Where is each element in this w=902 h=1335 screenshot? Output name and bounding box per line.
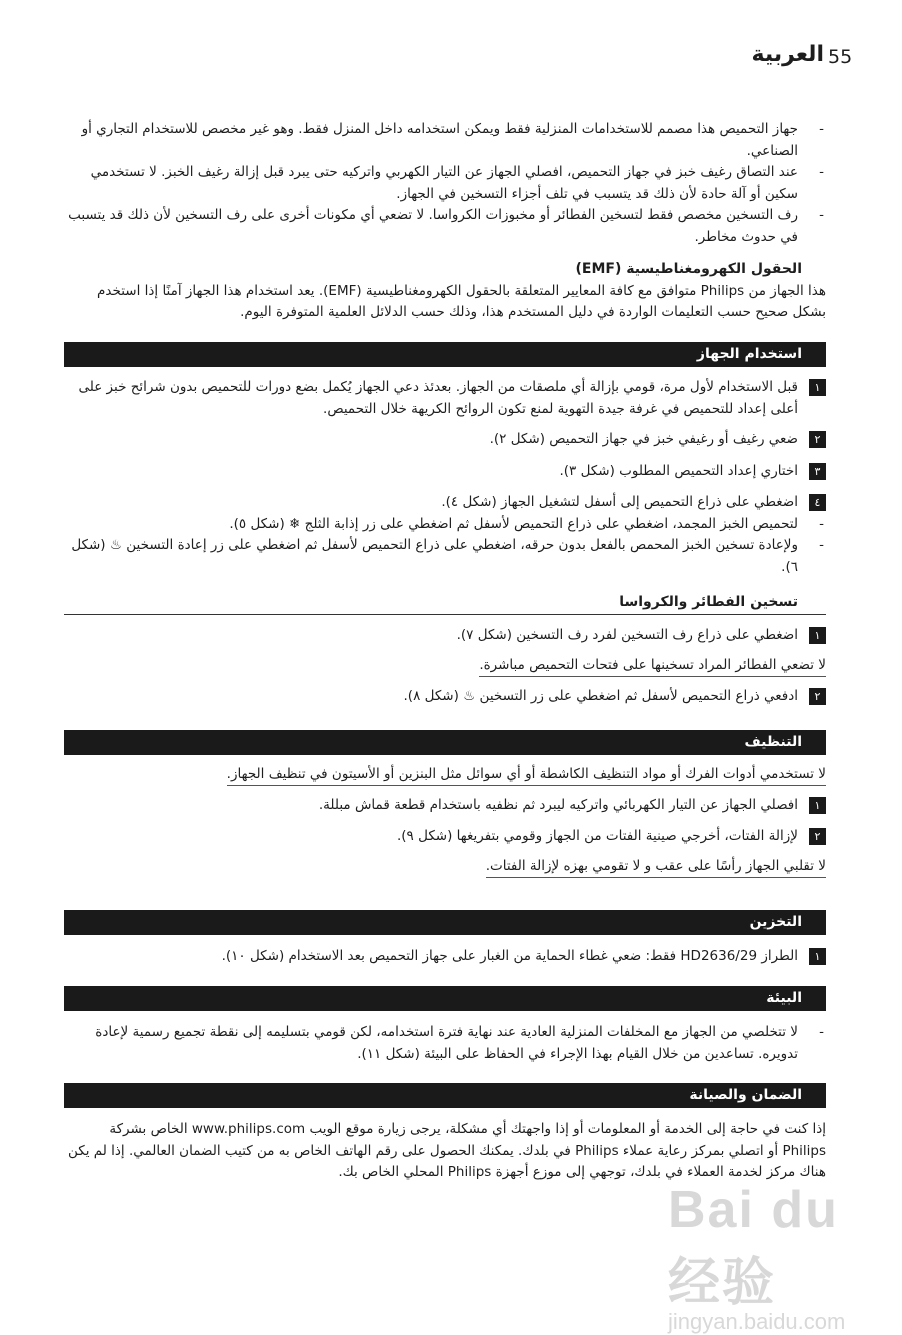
watermark-url: jingyan.baidu.com — [668, 1309, 846, 1334]
warning-text: لا تقلبي الجهاز رأسًا على عقب و لا تقومي بهزه لإزالة الفتات. — [486, 856, 826, 878]
environment-section — [64, 1022, 826, 1065]
intro-bullets — [64, 119, 826, 248]
pastry-section — [64, 592, 826, 708]
storage-section — [64, 946, 826, 968]
step-number: ٢ — [809, 431, 826, 448]
baidu-watermark — [668, 1180, 902, 1335]
list-item: - لتحميص الخبز المجمد، اضغطي على ذراع التحميص لأسفل ثم اضغطي على زر إذابة الثلج ❄ (شكل ٥). — [229, 515, 824, 532]
step — [64, 492, 826, 514]
list-item: - لا تتخلصي من الجهاز مع المخلفات المنزلية العادية عند نهاية فترة استخدامه، لكن قومي بتسليمه إلى نقطة تجميع رسمية لإعادة تدويره. تساعدين من خلال القيام بهذا الإجراء في الحفاظ على البيئة (شكل ١١). — [95, 1024, 824, 1062]
guarantee-text: إذا كنت في حاجة إلى الخدمة أو المعلومات أو إذا واجهتك أي مشكلة، يرجى زيارة موقع الويب www.philips.com الخاص بشركة Philips أو اتصلي بمركز رعاية عملاء Philips في بلدك. يمكنك الحصول على رقم الهاتف الخاص به من كتيب الضمان العالمي. إذا لم يكن هناك مركز لخدمة العملاء في بلدك، توجهي إلى موزع أجهزة Philips المحلي الخاص بك. — [67, 1121, 826, 1180]
list-item: - عند التصاق رغيف خبز في جهاز التحميص، افصلي الجهاز عن التيار الكهربي واتركيه حتى يبرد قبل إزالة رغيف الخبز. لا تستخدمي سكين أو آلة حادة لأن ذلك قد يتسبب في تلف أجزاء التسخين في الجهاز. — [90, 164, 824, 202]
step — [64, 946, 826, 968]
step-text: الطراز HD2636/29 فقط: ضعي غطاء الحماية من الغبار على جهاز التحميص بعد الاستخدام (شكل ١٠). — [221, 948, 798, 964]
step — [64, 795, 826, 817]
step-text: ادفعي ذراع التحميص لأسفل ثم اضغطي على زر التسخين ♨ (شكل ٨). — [403, 688, 798, 704]
section-bar-cleaning: التنظيف — [64, 730, 826, 755]
emf-title: الحقول الكهرومغناطيسية (EMF) — [575, 261, 802, 277]
warning-text: لا تضعي الفطائر المراد تسخينها على فتحات التحميص مباشرة. — [479, 655, 826, 677]
step — [64, 826, 826, 848]
list-item: - جهاز التحميص هذا مصمم للاستخدامات المنزلية فقط ويمكن استخدامه داخل المنزل فقط. وهو غير مخصص للاستخدام التجاري أو الصناعي. — [81, 121, 824, 159]
section-bar-guarantee: الضمان والصيانة — [64, 1083, 826, 1108]
step-number: ٣ — [809, 463, 826, 480]
bullet-text: جهاز التحميص هذا مصمم للاستخدامات المنزلية فقط ويمكن استخدامه داخل المنزل فقط. وهو غير مخصص للاستخدام التجاري أو الصناعي. — [81, 121, 798, 159]
pastry-title: تسخين الفطائر والكرواسا — [64, 592, 826, 615]
emf-text: هذا الجهاز من Philips متوافق مع كافة المعايير المتعلقة بالحقول الكهرومغناطيسية (EMF). يعد استخدام هذا الجهاز آمنًا إذا استخدم بشكل صحيح حسب التعليمات الواردة في دليل المستخدم هذا، وذلك حسب الدلائل العلمية المتوفرة اليوم. — [97, 282, 826, 320]
step-number: ٢ — [809, 828, 826, 845]
bullet-text: عند التصاق رغيف خبز في جهاز التحميص، افصلي الجهاز عن التيار الكهربي واتركيه حتى يبرد قبل إزالة رغيف الخبز. لا تستخدمي سكين أو آلة حادة لأن ذلك قد يتسبب في تلف أجزاء التسخين في الجهاز. — [90, 164, 798, 202]
section-bar-storage: التخزين — [64, 910, 826, 935]
step-number: ٤ — [809, 494, 826, 511]
step-number: ١ — [809, 379, 826, 396]
cleaning-section — [64, 764, 826, 878]
guarantee-section — [64, 1119, 826, 1184]
use-steps — [64, 377, 826, 578]
watermark-brand: Bai du 经验 — [668, 1181, 839, 1312]
language-header: العربية — [751, 42, 824, 67]
bullet-text: ولإعادة تسخين الخبز المحمص بالفعل بدون حرقه، اضغطي على ذراع التحميص لأسفل ثم اضغطي على زر إعادة التسخين ♨ (شكل ٦). — [71, 537, 798, 575]
step-text: ضعي رغيف أو رغيفي خبز في جهاز التحميص (شكل ٢). — [489, 431, 798, 447]
emf-section — [64, 259, 826, 324]
step-text: لإزالة الفتات، أخرجي صينية الفتات من الجهاز وقومي بتفريغها (شكل ٩). — [396, 827, 798, 844]
section-bar-use: استخدام الجهاز — [64, 342, 826, 367]
warning-text: لا تستخدمي أدوات الفرك أو مواد التنظيف الكاشطة أو أي سوائل مثل البنزين أو الأسيتون في تنظيف الجهاز. — [227, 764, 826, 786]
step-text: قبل الاستخدام لأول مرة، قومي بإزالة أي ملصقات من الجهاز. بعدئذ دعي الجهاز يُكمل بضع دورات للتحميص بدون شرائح خبز على أعلى إعداد للتحميص في غرفة جيدة التهوية لمنع تكون الروائح الكريهة خلال التحميص. — [78, 379, 798, 417]
step — [64, 429, 826, 451]
step-text: اضغطي على ذراع رف التسخين لفرد رف التسخين (شكل ٧). — [456, 626, 798, 643]
step-number: ١ — [809, 948, 826, 965]
step-text: اختاري إعداد التحميص المطلوب (شكل ٣). — [559, 462, 798, 479]
step-number: ١ — [809, 627, 826, 644]
bullet-text: لتحميص الخبز المجمد، اضغطي على ذراع التحميص لأسفل ثم اضغطي على زر إذابة الثلج ❄ (شكل ٥). — [229, 515, 798, 532]
page-number: 55 — [828, 46, 853, 68]
step — [64, 377, 826, 420]
step — [64, 625, 826, 647]
list-item: - ولإعادة تسخين الخبز المحمص بالفعل بدون حرقه، اضغطي على ذراع التحميص لأسفل ثم اضغطي على زر إعادة التسخين ♨ (شكل ٦). — [71, 537, 824, 575]
list-item: - رف التسخين مخصص فقط لتسخين الفطائر أو مخبوزات الكرواسا. لا تضعي أي مكونات أخرى على رف التسخين لأن ذلك قد يتسبب في حدوث مخاطر. — [68, 207, 824, 245]
step-number: ٢ — [809, 688, 826, 705]
step — [64, 686, 826, 708]
section-bar-environment: البيئة — [64, 986, 826, 1011]
step — [64, 461, 826, 483]
bullet-text: لا تتخلصي من الجهاز مع المخلفات المنزلية العادية عند نهاية فترة استخدامه، لكن قومي بتسليمه إلى نقطة تجميع رسمية لإعادة تدويره. تساعدين من خلال القيام بهذا الإجراء في الحفاظ على البيئة (شكل ١١). — [95, 1024, 798, 1062]
step-text: اضغطي على ذراع التحميص إلى أسفل لتشغيل الجهاز (شكل ٤). — [441, 494, 798, 510]
bullet-text: رف التسخين مخصص فقط لتسخين الفطائر أو مخبوزات الكرواسا. لا تضعي أي مكونات أخرى على رف التسخين لأن ذلك قد يتسبب في حدوث مخاطر. — [68, 207, 798, 245]
step-number: ١ — [809, 797, 826, 814]
step-text: افصلي الجهاز عن التيار الكهربائي واتركيه ليبرد ثم نظفيه باستخدام قطعة قماش مبللة. — [318, 797, 798, 813]
